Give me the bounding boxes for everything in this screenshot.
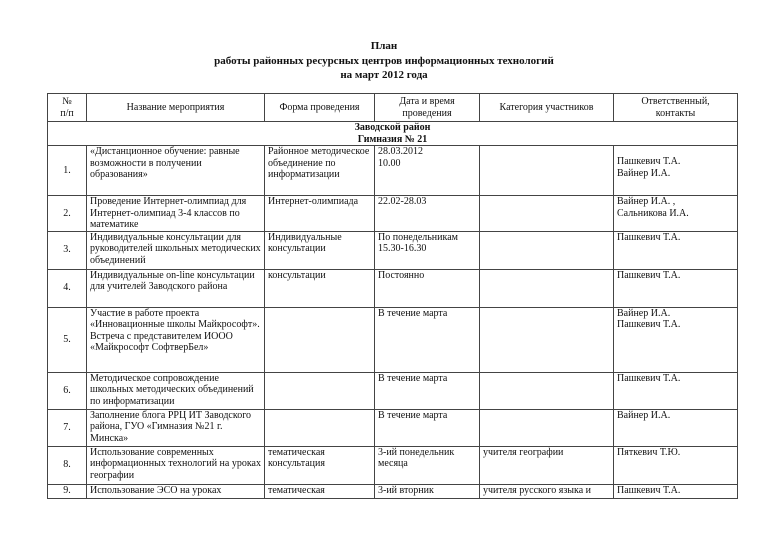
cell-form: [265, 409, 375, 446]
table-row: [48, 269, 738, 307]
cell-event: «Дистанционное обучение: равные возможности в получении образования»: [87, 146, 265, 196]
cell-responsible: Пашкевич Т.А.: [614, 231, 738, 269]
header-num: № п/п: [48, 94, 87, 122]
table-header-row: [48, 94, 738, 122]
header-form: Форма проведения: [265, 94, 375, 122]
cell-form: тематическая: [265, 484, 375, 498]
table-row: [48, 409, 738, 446]
table-row: [48, 372, 738, 409]
document-subtitle: работы районных ресурсных центров информационных технологий: [214, 55, 554, 67]
cell-category: [480, 307, 614, 372]
cell-category: [480, 146, 614, 196]
cell-num: 2.: [48, 196, 87, 232]
cell-event: Участие в работе проекта «Инновационные школы Майкрософт». Встреча с представителем ИООО «Майкрософт СофтверБел»: [87, 307, 265, 372]
cell-category: [480, 409, 614, 446]
cell-form: Интернет-олимпиада: [265, 196, 375, 232]
cell-num: 1.: [48, 146, 87, 196]
cell-form: Индивидуальные консультации: [265, 231, 375, 269]
table-row: [48, 146, 738, 196]
table-row: [48, 484, 738, 498]
cell-event: Использование современных информационных технологий на уроках географии: [87, 446, 265, 484]
cell-date: 3-ий понедельник месяца: [375, 446, 480, 484]
cell-num: 7.: [48, 409, 87, 446]
cell-category: [480, 231, 614, 269]
cell-date: 22.02-28.03: [375, 196, 480, 232]
cell-form: тематическая консультация: [265, 446, 375, 484]
header-responsible: Ответственный, контакты: [614, 94, 738, 122]
cell-num: 8.: [48, 446, 87, 484]
plan-table: [47, 93, 738, 499]
cell-responsible: Пашкевич Т.А.: [614, 484, 738, 498]
table-row: [48, 446, 738, 484]
cell-form: Районное методическое объединение по информатизации: [265, 146, 375, 196]
cell-category: [480, 269, 614, 307]
cell-responsible: Пашкевич Т.А. Вайнер И.А.: [614, 146, 738, 196]
section-row: [48, 122, 738, 146]
header-event: Название мероприятия: [87, 94, 265, 122]
cell-event: Заполнение блога РРЦ ИТ Заводского района, ГУО «Гимназия №21 г. Минска»: [87, 409, 265, 446]
cell-category: [480, 196, 614, 232]
cell-num: 3.: [48, 231, 87, 269]
cell-event: Индивидуальные on-line консультации для учителей Заводского района: [87, 269, 265, 307]
document-period: на март 2012 года: [340, 69, 428, 81]
cell-date: В течение марта: [375, 372, 480, 409]
cell-responsible: Вайнер И.А.: [614, 409, 738, 446]
cell-event: Использование ЭСО на уроках: [87, 484, 265, 498]
cell-category: учителя географии: [480, 446, 614, 484]
cell-date: По понедельникам 15.30-16.30: [375, 231, 480, 269]
cell-responsible: Пяткевич Т.Ю.: [614, 446, 738, 484]
table-row: [48, 231, 738, 269]
cell-date: В течение марта: [375, 409, 480, 446]
cell-category: [480, 372, 614, 409]
table-row: [48, 196, 738, 232]
cell-date: 3-ий вторник: [375, 484, 480, 498]
section-school: Гимназия № 21: [357, 133, 428, 145]
cell-num: 5.: [48, 307, 87, 372]
cell-num: 9.: [48, 484, 87, 498]
cell-form: [265, 307, 375, 372]
cell-num: 4.: [48, 269, 87, 307]
cell-event: Проведение Интернет-олимпиад для Интернет-олимпиад 3-4 классов по математике: [87, 196, 265, 232]
cell-responsible: Вайнер И.А. , Сальникова И.А.: [614, 196, 738, 232]
cell-num: 6.: [48, 372, 87, 409]
table-row: [48, 307, 738, 372]
document-title: План: [370, 40, 398, 52]
cell-date: Постоянно: [375, 269, 480, 307]
header-datetime: Дата и время проведения: [375, 94, 480, 122]
section-district: Заводской район: [354, 122, 431, 133]
cell-event: Методическое сопровождение школьных методических объединений по информатизации: [87, 372, 265, 409]
cell-form: консультации: [265, 269, 375, 307]
cell-responsible: Пашкевич Т.А.: [614, 372, 738, 409]
cell-form: [265, 372, 375, 409]
cell-category: учителя русского языка и: [480, 484, 614, 498]
header-category: Категория участников: [480, 94, 614, 122]
cell-date: В течение марта: [375, 307, 480, 372]
section-heading: [48, 122, 738, 146]
cell-event: Индивидуальные консультации для руководителей школьных методических объединений: [87, 231, 265, 269]
cell-responsible: Пашкевич Т.А.: [614, 269, 738, 307]
cell-date: 28.03.2012 10.00: [375, 146, 480, 196]
cell-responsible: Вайнер И.А. Пашкевич Т.А.: [614, 307, 738, 372]
